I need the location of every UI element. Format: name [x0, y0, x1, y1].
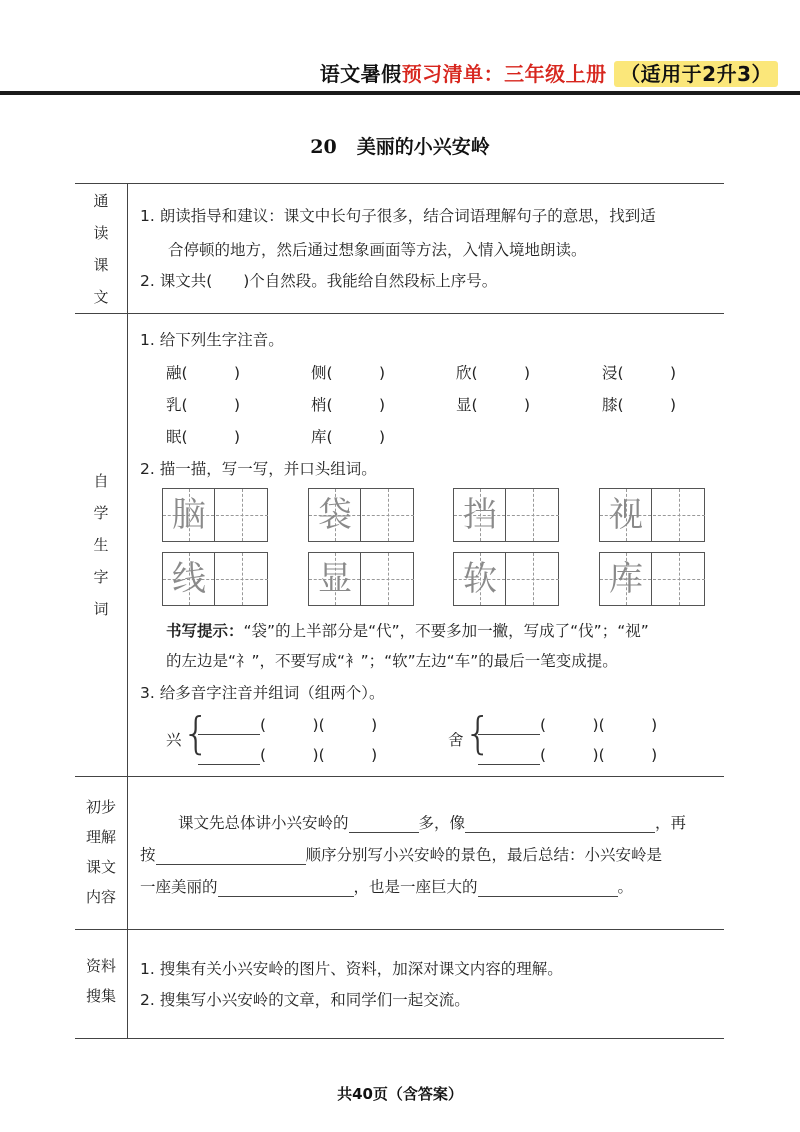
fill-blank[interactable]: [465, 814, 655, 833]
table-rule-1: [75, 313, 724, 314]
section4-item1: 1. 搜集有关小兴安岭的图片、资料，加深对课文内容的理解。: [140, 960, 563, 978]
section2-label: [75, 465, 127, 625]
section3-label: [75, 792, 127, 912]
pinyin-item: 库( ): [311, 428, 386, 446]
summary-text: 一座美丽的: [140, 878, 218, 896]
section3-label-line: 课文: [85, 858, 116, 876]
header-part1: 语文暑假: [319, 62, 402, 86]
summary-text: 顺序分别写小兴安岭的景色，最后总结：小兴安岭是: [305, 846, 663, 864]
header-part3: （适用于2升3）: [614, 61, 778, 87]
pinyin-item: 欣( ): [456, 364, 531, 382]
section4-label-line: 资料: [85, 957, 116, 975]
grid-char: 显: [318, 559, 352, 599]
section2-label-char: 自: [93, 472, 109, 490]
header-rule: [0, 91, 800, 95]
writing-grid[interactable]: [599, 552, 705, 606]
header-title: [320, 58, 778, 87]
lesson-name: 美丽的小兴安岭: [356, 136, 490, 158]
table-rule-3: [75, 929, 724, 930]
poly-row[interactable]: [478, 713, 657, 735]
header-part2: 预习清单：三年级上册: [401, 62, 607, 86]
pinyin-item: 膝( ): [602, 396, 677, 414]
table-rule-2: [75, 776, 724, 777]
writing-grid[interactable]: [162, 552, 268, 606]
section3-label-line: 初步: [85, 798, 116, 816]
question1: 1. 给下列生字注音。: [140, 331, 284, 349]
question3: 3. 给多音字注音并组词（组两个）。: [140, 684, 385, 702]
fill-blank[interactable]: [156, 846, 306, 865]
poly-row-text: ( )( ): [260, 746, 378, 764]
poly-row[interactable]: [478, 743, 657, 765]
grid-char: 软: [463, 559, 497, 599]
grid-char: 袋: [318, 495, 352, 535]
pinyin-item: 乳( ): [166, 396, 241, 414]
grid-char: 挡: [463, 495, 497, 535]
writing-grid[interactable]: [453, 552, 559, 606]
grid-char: 脑: [172, 495, 206, 535]
grid-char: 库: [609, 559, 643, 599]
poly-char: 兴: [166, 731, 182, 749]
writing-tip-label: 书写提示：: [166, 622, 244, 640]
section3-label-line: 内容: [85, 888, 116, 906]
poly-row-text: ( )( ): [260, 716, 378, 734]
section1-item1: 1. 朗读指导和建议：课文中长句子很多，结合词语理解句子的意思，找到适: [140, 207, 656, 225]
section1-label-char: 文: [93, 288, 109, 306]
summary-line2: [140, 843, 662, 865]
writing-grid[interactable]: [162, 488, 268, 542]
poly-row[interactable]: [198, 743, 377, 765]
writing-grid[interactable]: [308, 488, 414, 542]
brace-icon: {: [464, 708, 492, 759]
section1-label-char: 通: [93, 192, 109, 210]
page-footer: 共40页（含答案）: [337, 1085, 463, 1103]
section2-label-char: 学: [93, 504, 109, 522]
summary-line1: [178, 811, 686, 833]
section1-label-char: 读: [93, 224, 109, 242]
section1-label: [75, 185, 127, 313]
section1-item1-cont: 合停顿的地方，然后通过想象画面等方法，入情入境地朗读。: [168, 241, 587, 259]
writing-grid[interactable]: [453, 488, 559, 542]
summary-text: 。: [617, 878, 634, 896]
table-column-divider: [127, 183, 128, 1039]
section3-label-line: 理解: [85, 828, 116, 846]
brace-icon: {: [182, 708, 210, 759]
fill-blank[interactable]: [218, 878, 354, 897]
poly-row-text: ( )( ): [540, 746, 658, 764]
summary-text: 多，像: [418, 814, 466, 832]
grid-char: 视: [609, 495, 643, 535]
writing-grid[interactable]: [599, 488, 705, 542]
summary-text: 课文先总体讲小兴安岭的: [178, 814, 349, 832]
lesson-title: [0, 132, 800, 159]
pinyin-item: 眠( ): [166, 428, 241, 446]
pinyin-item: 侧( ): [311, 364, 386, 382]
writing-tip-line2: 的左边是“礻”，不要写成“衤”；“软”左边“车”的最后一笔变成提。: [166, 652, 618, 670]
writing-grid[interactable]: [308, 552, 414, 606]
poly-char: 舍: [448, 731, 464, 749]
section4-item2: 2. 搜集写小兴安岭的文章，和同学们一起交流。: [140, 991, 470, 1009]
pinyin-item: 梢( ): [311, 396, 386, 414]
pinyin-item: 显( ): [456, 396, 531, 414]
summary-text: 按: [140, 846, 156, 864]
section1-label-char: 课: [93, 256, 109, 274]
poly-row-text: ( )( ): [540, 716, 658, 734]
lesson-number: 20: [310, 136, 337, 158]
table-rule-top: [75, 183, 724, 184]
writing-tip-text: “袋”的上半部分是“代”，不要多加一撇，写成了“伐”；“视”: [243, 622, 649, 640]
fill-blank[interactable]: [478, 878, 618, 897]
section1-item2: 2. 课文共( )个自然段。我能给自然段标上序号。: [140, 272, 498, 290]
question2: 2. 描一描，写一写，并口头组词。: [140, 460, 377, 478]
section2-label-char: 生: [93, 536, 109, 554]
section2-label-char: 字: [93, 568, 109, 586]
pinyin-item: 融( ): [166, 364, 241, 382]
grid-char: 线: [172, 559, 206, 599]
summary-text: ，再: [655, 814, 687, 832]
table-rule-bottom: [75, 1038, 724, 1039]
section2-label-char: 词: [93, 600, 109, 618]
poly-row[interactable]: [198, 713, 377, 735]
section4-label-line: 搜集: [85, 987, 116, 1005]
section4-label: [75, 951, 127, 1011]
pinyin-item: 浸( ): [602, 364, 677, 382]
summary-line3: [140, 875, 633, 897]
writing-tip-line1: [166, 619, 649, 641]
summary-text: ，也是一座巨大的: [353, 878, 478, 896]
fill-blank[interactable]: [349, 814, 419, 833]
